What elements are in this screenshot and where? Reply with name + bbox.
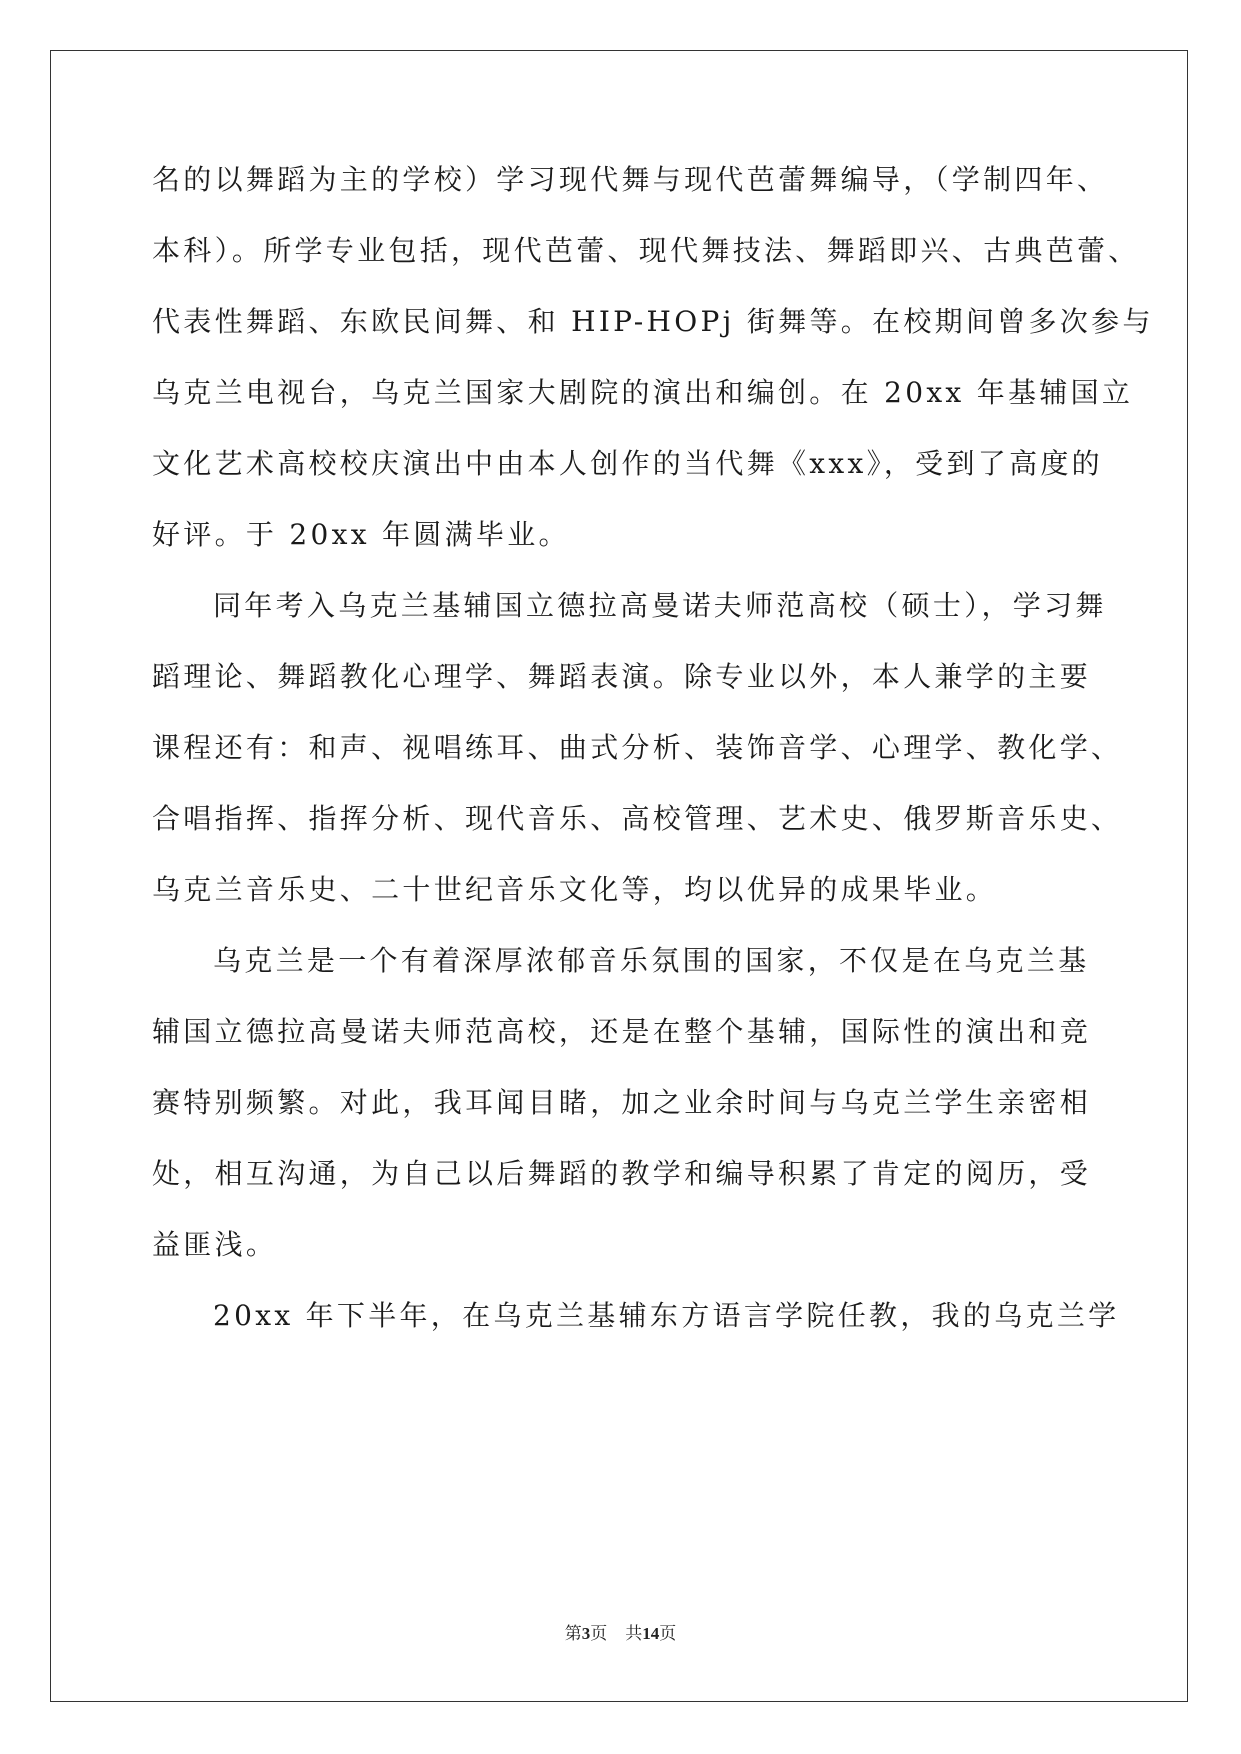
document-body xyxy=(152,160,1154,1367)
paragraph-start-line: 乌克兰是一个有着深厚浓郁音乐氛围的国家，不仅是在乌克兰基 xyxy=(213,944,1090,977)
text-line: 好评。于 20xx 年圆满毕业。 xyxy=(152,518,570,551)
text-line: 课程还有：和声、视唱练耳、曲式分析、装饰音学、心理学、教化学、 xyxy=(152,731,1123,764)
total-page-number: 14 xyxy=(642,1624,660,1643)
text-line: 乌克兰音乐史、二十世纪音乐文化等，均以优异的成果毕业。 xyxy=(152,873,998,906)
paragraph-start-line: 同年考入乌克兰基辅国立德拉高曼诺夫师范高校（硕士），学习舞 xyxy=(213,589,1107,622)
page-label-suffix: 页 xyxy=(590,1624,608,1644)
text-line: 赛特别频繁。对此，我耳闻目睹，加之业余时间与乌克兰学生亲密相 xyxy=(152,1086,1092,1119)
total-label: 共 xyxy=(625,1624,643,1644)
text-line: 合唱指挥、指挥分析、现代音乐、高校管理、艺术史、俄罗斯音乐史、 xyxy=(152,802,1123,835)
current-page-number: 3 xyxy=(581,1624,591,1643)
text-line: 乌克兰电视台，乌克兰国家大剧院的演出和编创。在 20xx 年基辅国立 xyxy=(152,376,1134,409)
paragraph-start-line: 20xx 年下半年，在乌克兰基辅东方语言学院任教，我的乌克兰学 xyxy=(213,1299,1120,1332)
text-line: 益匪浅。 xyxy=(152,1228,278,1261)
page-label: 第 xyxy=(564,1624,582,1644)
total-label-suffix: 页 xyxy=(659,1624,677,1644)
page-footer xyxy=(0,1622,1241,1646)
text-line: 本科）。所学专业包括，现代芭蕾、现代舞技法、舞蹈即兴、古典芭蕾、 xyxy=(152,234,1140,267)
text-line: 文化艺术高校校庆演出中由本人创作的当代舞《xxx》，受到了高度的 xyxy=(152,447,1103,480)
text-line: 辅国立德拉高曼诺夫师范高校，还是在整个基辅，国际性的演出和竞 xyxy=(152,1015,1092,1048)
text-line: 蹈理论、舞蹈教化心理学、舞蹈表演。除专业以外，本人兼学的主要 xyxy=(152,660,1092,693)
text-line: 代表性舞蹈、东欧民间舞、和 HIP-HOPj 街舞等。在校期间曾多次参与 xyxy=(152,305,1154,338)
text-line: 处，相互沟通，为自己以后舞蹈的教学和编导积累了肯定的阅历，受 xyxy=(152,1157,1092,1190)
text-line: 名的以舞蹈为主的学校）学习现代舞与现代芭蕾舞编导，（学制四年、 xyxy=(152,163,1109,196)
